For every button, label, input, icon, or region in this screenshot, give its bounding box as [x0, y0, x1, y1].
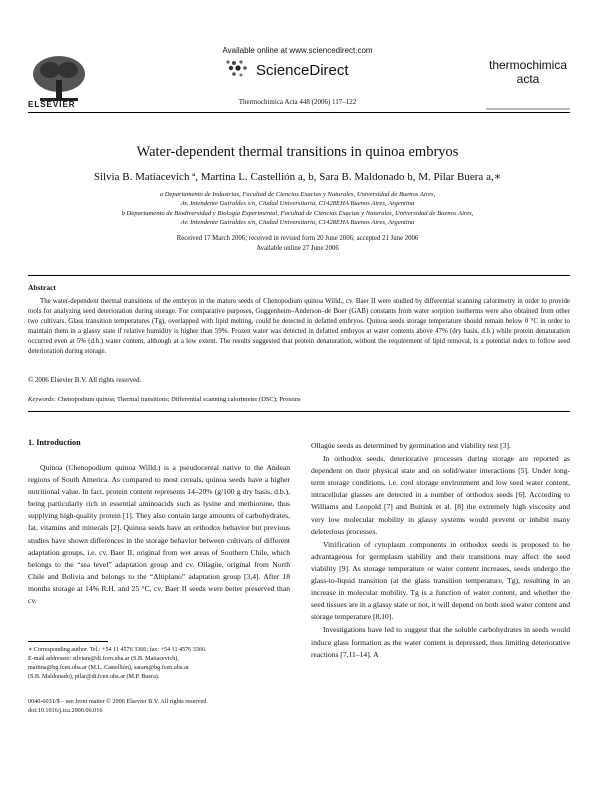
keywords-label: Keywords: [28, 396, 56, 403]
journal-logo [486, 58, 570, 86]
elsevier-tree-logo [28, 52, 90, 104]
front-matter-line: 0040-6031/$ – see front matter © 2006 Elsevier B.V. All rights reserved. [28, 698, 208, 705]
journal-header [0, 0, 595, 112]
publisher-name: ELSEVIER [28, 100, 76, 109]
journal-logo-line1: thermochimica [488, 58, 568, 72]
journal-citation: Thermochimica Acta 448 (2006) 117–122 [238, 98, 357, 106]
abstract-copyright: © 2006 Elsevier B.V. All rights reserved. [28, 377, 142, 384]
header-rule [28, 112, 570, 113]
sciencedirect-wordmark: ScienceDirect [256, 62, 349, 79]
abstract-top-rule [28, 275, 570, 276]
left-column [28, 462, 290, 608]
body-paragraph: Ollagüe seeds as determined by germination and viability test [3]. [311, 441, 511, 450]
affiliation-line: a Departamento de Industrias, Facultad de Ciencias Exactas y Naturales, Universidad de Buenos Aires, [159, 191, 436, 198]
footnote-rule [28, 641, 108, 642]
footnote-line: (S.B. Maldonado), pilar@di.fcen.uba.ar (M.P. Buera). [28, 674, 160, 680]
keywords-list: Chenopodium quinoa; Thermal transitions; Differential scanning calorimeter (DSC); Proteins [57, 396, 301, 403]
author-list: Silvia B. Matiacevich ª, Martina L. Castellión a, b, Sara B. Maldonado b, M. Pilar Buera a,∗ [93, 171, 502, 183]
footnote-line: martina@bg.fcen.uba.ar (M.L. Castellión), saram@bg.fcen.uba.ar [28, 665, 189, 671]
footnote-line: ∗ Corresponding author. Tel.: +54 11 4576 3366; fax: +54 11 4576 3366. [28, 647, 207, 653]
section-heading: 1. Introduction [28, 438, 81, 447]
body-paragraph: Vitrification of cytoplasm components in orthodox seeds is proposed to be advantageous for germplasm stability and their transitions may affect the seed viability [9]. As storage temperature or water content increases, seeds undergo the glass-to-liquid transition (at the glass transition temperature, Tg), resulting in an increase in molecular mobility. Tg is a function of water content, and whether the seed tissues are in a glassy state or not, it will depend on both seed water content and storage temperature [8,10]. [311, 539, 570, 622]
body-paragraph: Investigations have led to suggest that the soluble carbohydrates in seeds would induce glass formation as the water content is depressed, thus limiting deteriorative reactions [7,11–14]. A [311, 625, 570, 659]
affiliation-line: b Departamento de Biodiversidad y Biología Experimental, Facultad de Ciencias Exactas y Naturales, Universidad de Buenos Aires, [121, 210, 474, 217]
available-online-text: Available online at www.sciencedirect.com [222, 46, 373, 55]
intro-paragraph: Quinoa (Chenopodium quinoa Willd.) is a pseudocereal native to the Andean regions of South America. As compared to most cereals, quinoa seeds have a higher nutritional value. In fact, protein content represents 14–20% (g/100 g dry basis, d.b.), being particularly rich in essential aminoacids such as lysine and methionine, thus supplying high-quality protein [1]. They also contain large amounts of carbohydrates, fat, vitamins and minerals [2]. Quinoa seeds have an orthodox behavior but previous studies have shown differences in the storage behavior between cultivars of different adaptation groups, i.e. cv. Baer II, original from wet areas of Southern Chile, which belongs to the “sea level” adaptation group and cv. Ollagüe, original from North Chile and Bolivia and belongs to the “Altiplano” adaptation group [3,4]. After 18 months storage at 14% R.H. and 25 °C, cv. Baer II seeds were better preserved than cv. [28, 463, 290, 606]
journal-logo-rule [486, 108, 570, 110]
doi-link[interactable]: doi:10.1016/j.tca.2006.06.016 [28, 707, 103, 714]
available-online-date: Available online 27 June 2006 [256, 245, 339, 252]
abstract-bottom-rule [28, 411, 570, 412]
right-column [311, 440, 570, 662]
journal-logo-line2: acta [516, 72, 540, 86]
footnote-line: E-mail addresses: silviam@di.fcen.uba.ar (S.B. Matiacevich), [28, 656, 179, 662]
keywords [28, 396, 570, 403]
sciencedirect-dots-icon [222, 58, 252, 80]
affiliation-line: Av. Intendente Guiraldes s/n, Ciudad Universitaria, C1428EHA Buenos Aires, Argentina [180, 200, 415, 207]
abstract-heading: Abstract [28, 283, 56, 292]
abstract-text: The water-dependent thermal transitions of the embryos in the mature seeds of Chenopodium quinoa Willd., cv. Baer II were studied by differential scanning calorimetry in order to provide tools for analyzing seed deterioration during storage. For comparative purposes, Guggenheim–Anderson–de Boer (GAB) constants from water sorption isotherms were also obtained from other two cultivars. Glass transition temperatures (Tg), overlapped with lipid melting, could be detected in defatted embryos. Quinoa seeds storage temperature should remain below 0 °C in order to maintain them in a glassy state if relative humidity is higher than 59%. Frozen water was detected in defatted embryos at water contents above 47% (dry basis, d.b.) while protein denaturation occurred even at 5% (d.b.) water content, although at a low extent. The results suggested that protein denaturation, without the requirement of lipid removal, is a potential index to follow seed deterioration during storage. [28, 298, 570, 356]
received-dates: Received 17 March 2006; received in revised form 20 June 2006; accepted 21 June 2006 [176, 235, 419, 242]
affiliation-line: Av. Intendente Guiraldes s/n, Ciudad Universitaria, C1428EHA Buenos Aires, Argentina [180, 219, 415, 226]
body-paragraph: In orthodox seeds, deteriorative processes during storage are reported as dependent on their physical state and on solid/water interactions [5]. Under long-term storage conditions, i.e. cool storage environment and low seed water content, intracellular glasses are detected in a number of orthodox seeds [6]. According to Williams and Leopold [7] and Buitink et al. [8] the extremely high viscosity and very low molecular mobility in glassy systems would prevent or inhibit many deleterious processes. [311, 454, 570, 536]
article-title: Water-dependent thermal transitions in quinoa embryos [136, 144, 459, 160]
